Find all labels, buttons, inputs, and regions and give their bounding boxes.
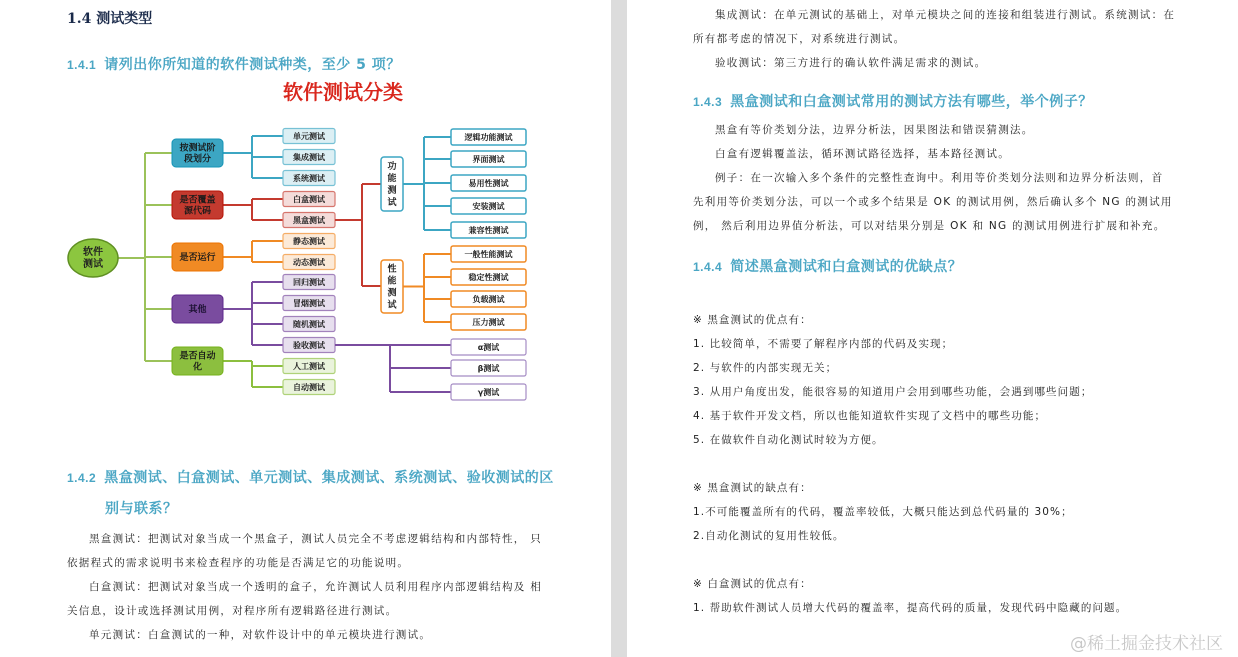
heading-number: 1.4.1 (67, 58, 97, 72)
subtype-node-label: 负载测试 (472, 295, 505, 304)
heading-text: 黑盒测试和白盒测试常用的测试方法有哪些，举个例子？ (730, 94, 1093, 110)
functional-test-node-label: 功能测试 (387, 162, 397, 208)
subtype-node-label: 压力测试 (472, 318, 505, 327)
subtype-node-label: 回归测试 (293, 278, 325, 287)
subtype-node-label: 系统测试 (293, 174, 325, 183)
root-node (68, 239, 118, 277)
mindmap-title: 软件测试分类 (283, 80, 403, 104)
subtype-node-label: 冒烟测试 (293, 299, 325, 308)
subtype-node-label: 随机测试 (293, 320, 325, 329)
subtype-node-label: 一般性能测试 (464, 250, 513, 259)
question-heading-1-4-4 (693, 256, 962, 276)
heading-number: 1.4.3 (693, 95, 723, 109)
category-node-label: 按测试阶段划分 (179, 143, 216, 165)
list-item: 2. 与软件的内部实现无关； (693, 362, 838, 374)
test-classification-mindmap (0, 0, 611, 420)
list-item: 1. 比较简单，不需要了解程序内部的代码及实现； (693, 338, 954, 350)
paragraph-unit-test: 单元测试：白盒测试的一种，对软件设计中的单元模块进行测试。 (89, 629, 432, 641)
paragraph-whitebox: 白盒测试：把测试对象当成一个透明的盒子，允许测试人员利用程序内部逻辑结构及 相关信息，设计或选择测试用例，对程序所有逻辑路径进行测试。 (67, 581, 543, 617)
paragraph-whitebox-methods: 白盒有逻辑覆盖法，循环测试路径选择，基本路径测试。 (715, 148, 1010, 160)
subtype-node-label: β测试 (477, 364, 500, 373)
watermark: @稀土掘金技术社区 (1070, 634, 1223, 654)
category-node-label: 是否覆盖源代码 (179, 195, 216, 217)
paragraph-acceptance: 验收测试：第三方进行的确认软件满足需求的测试。 (715, 57, 987, 69)
heading-text: 黑盒测试、白盒测试、单元测试、集成测试、系统测试、验收测试的区 (104, 470, 554, 486)
subtype-node-label: 界面测试 (472, 155, 505, 164)
paragraph-blackbox: 黑盒测试：把测试对象当成一个黑盒子，测试人员完全不考虑逻辑结构和内部特性， 只依据程式的需求说明书来检查程序的功能是否满足它的功能说明。 (67, 533, 543, 569)
blackbox-cons-heading: ※ 黑盒测试的缺点有： (693, 482, 812, 494)
list-item: 3. 从用户角度出发，能很容易的知道用户会用到哪些功能，会遇到哪些问题； (693, 386, 1093, 398)
root-node-label: 软件测试 (83, 247, 103, 270)
subtype-node-label: α测试 (477, 343, 500, 352)
heading-number: 1.4.4 (693, 260, 723, 274)
question-heading-1-4-3 (693, 91, 1093, 111)
category-node-label: 其他 (188, 305, 207, 315)
blackbox-pros-heading: ※ 黑盒测试的优点有： (693, 314, 812, 326)
question-heading-1-4-2-cont: 别与联系？ (105, 501, 178, 517)
paragraph-example: 例子：在一次输入多个条件的完整性查询中。利用等价类划分法则和边界分析法则，首 先利用等价类划分法，可以一个或多个结果是 OK 的测试用例，然后确认多个 NG 的测试用例， 然后利用边界值分析法，可以对结果分别是 OK 和 NG 的测试用例进行扩展和补充。 (693, 172, 1173, 232)
list-item: 5. 在做软件自动化测试时较为方便。 (693, 434, 884, 446)
document-page-left (0, 0, 611, 657)
subtype-node-label: 人工测试 (293, 362, 325, 371)
whitebox-pros-heading: ※ 白盒测试的优点有： (693, 578, 812, 590)
list-item: 1.不可能覆盖所有的代码，覆盖率较低，大概只能达到总代码量的 30%； (693, 506, 1073, 518)
list-item: 4. 基于软件开发文档，所以也能知道软件实现了文档中的哪些功能； (693, 410, 1047, 422)
list-item: 2.自动化测试的复用性较低。 (693, 530, 845, 542)
subtype-node-label: 稳定性测试 (468, 273, 509, 282)
heading-number: 1.4.2 (67, 471, 97, 485)
subtype-node-label: 兼容性测试 (468, 226, 509, 235)
paragraph-blackbox-methods: 黑盒有等价类划分法，边界分析法，因果图法和错误猜测法。 (715, 124, 1034, 136)
subtype-node-label: 动态测试 (293, 258, 325, 267)
heading-text: 简述黑盒测试和白盒测试的优缺点？ (730, 259, 963, 275)
subtype-node-label: 易用性测试 (468, 179, 509, 188)
list-item: 1. 帮助软件测试人员增大代码的覆盖率，提高代码的质量，发现代码中隐藏的问题。 (693, 602, 1128, 614)
subtype-node-label: 黑盒测试 (293, 216, 325, 225)
subtype-node-label: 安装测试 (472, 202, 505, 211)
subtype-node-label: 验收测试 (293, 341, 325, 350)
document-page-right (627, 0, 1238, 657)
subtype-node-label: γ测试 (477, 388, 500, 397)
paragraph-integration-system: 集成测试：在单元测试的基础上，对单元模块之间的连接和组装进行测试。系统测试：在所有都考虑的情况下，对系统进行测试。 (693, 9, 1176, 45)
question-heading-1-4-2 (67, 467, 554, 487)
subtype-node-label: 集成测试 (293, 153, 325, 162)
subtype-node-label: 静态测试 (293, 237, 325, 246)
heading-text: 请列出你所知道的软件测试种类，至少 5 项？ (104, 57, 401, 73)
section-title: 1.4 测试类型 (67, 11, 153, 27)
subtype-node-label: 单元测试 (293, 132, 325, 141)
category-node-label: 是否运行 (179, 253, 216, 263)
performance-test-node-label: 性能测试 (387, 264, 397, 311)
category-node-label: 是否自动化 (179, 351, 216, 373)
subtype-node-label: 白盒测试 (293, 195, 325, 204)
subtype-node-label: 逻辑功能测试 (464, 133, 513, 142)
subtype-node-label: 自动测试 (293, 383, 325, 392)
